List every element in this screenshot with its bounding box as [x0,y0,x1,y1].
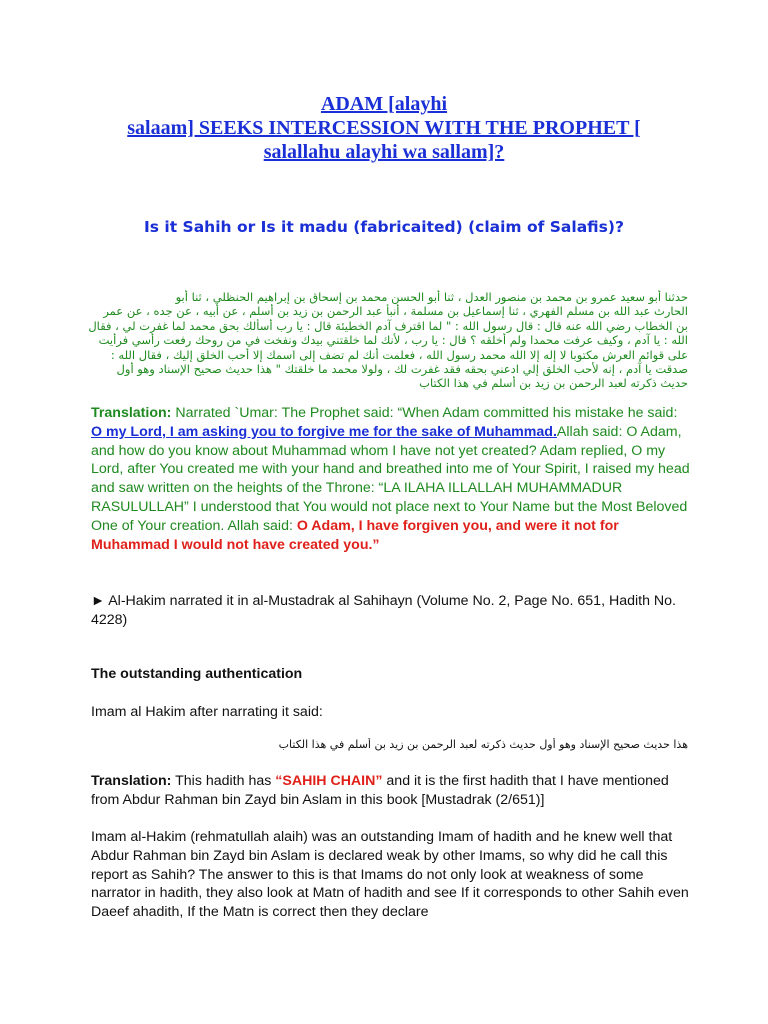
forgive-me-link[interactable]: O my Lord, I am asking you to forgive me for the sake of Muhammad. [91,423,557,440]
arabic-line: بن الخطاب رضي الله عنه قال : قال رسول الله : " لما اقترف آدم الخطيئة قال : يا رب أسألك بحق محمد لما غفرت لي ، فقال [88,318,688,333]
arabic-line: حديث ذكرته لعبد الرحمن بن زيد بن أسلم في هذا الكتاب [419,376,688,391]
page-subtitle: Is it Sahih or Is it madu (fabricaited) (claim of Salafis)? [144,218,624,236]
translation2-paragraph [91,772,691,810]
section-heading: The outstanding authentication [91,666,303,682]
arabic-quote [84,738,688,752]
imam-intro: Imam al Hakim after narrating it said: [91,704,323,720]
page-title [60,92,708,164]
arabic-hadith-text [84,290,688,391]
translation2-before: This hadith has [171,773,276,789]
title-line-1: ADAM [alayhi [320,93,448,115]
closing-paragraph: Imam al-Hakim (rehmatullah alaih) was an outstanding Imam of hadith and he knew well that Abdur Rahman bin Zayd bin Aslam is declared weak by other Imams, so why did he call this report as Sahih? The answer to this is that Imams do not only look at weakness of some narrator in hadith, they also look at Matn of hadith and see If it corresponds to other Sahih even Daeef ahadith, If the Matn is correct then they declare [91,829,689,921]
sahih-chain-highlight: “SAHIH CHAIN” [275,773,383,789]
arabic-line: على قوائم العرش مكتوبا لا إله إلا الله محمد رسول الله ، فعلمت أنك لم تضف إلى اسمك إلا أحب الخلق إليك ، فقال الله : [110,347,688,362]
translation-intro: Narrated `Umar: The Prophet said: “When Adam committed his mistake he said: [171,405,678,421]
arabic-line: صدقت يا آدم ، إنه لأحب الخلق إلي ادعني بحقه فقد غفرت لك ، ولولا محمد ما خلقتك " هذا حديث صحيح الإسناد وهو أول [116,362,688,377]
source-note: ► Al-Hakim narrated it in al-Mustadrak al Sahihayn (Volume No. 2, Page No. 651, Hadith No. 4228) [91,593,676,628]
translation-paragraph [91,404,691,554]
title-line-2: salaam] SEEKS INTERCESSION WITH THE PROPHET [ [127,117,641,139]
title-line-3: salallahu alayhi wa sallam]? [263,141,505,163]
translation-label: Translation: [91,405,172,421]
arabic-quote-line: هذا حديث صحيح الإسناد وهو أول حديث ذكرته لعبد الرحمن بن زيد بن أسلم في هذا الكتاب [278,738,688,751]
arabic-line: حدثنا أبو سعيد عمرو بن محمد بن منصور العدل ، ثنا أبو الحسن محمد بن إسحاق بن إبراهيم الحنظلي ، ثنا أبو [175,290,688,304]
arabic-line: الحارث عبد الله بن مسلم الفهري ، ثنا إسماعيل بن مسلمة ، أنبأ عبد الرحمن بن زيد بن أسلم ، عن أبيه ، عن جده ، عن عمر [103,304,688,319]
translation2-after: and it is the first hadith that I have mentioned from Abdur Rahman bin Zayd bin Aslam in this book [Mustadrak (2/651)] [91,773,669,808]
translation-red-quote: O Adam, I have forgiven you, and were it not for Muhammad I would not have created you.” [91,517,619,553]
translation-middle: Allah said: O Adam, and how do you know about Muhammad whom I have not yet created? Adam replied, O my Lord, after You created me with your hand and breathed into me of Your Spirit, I raised my head and saw written on the heights of the Throne: “LA ILAHA ILLALLAH MUHAMMADUR RASULULLAH” I understood that You would not place next to Your Name but the Most Beloved One of Your creation. Allah said: [91,423,690,534]
arabic-line: الله : يا آدم ، وكيف عرفت محمدا ولم أخلقه ؟ قال : يا رب ، لأنك لما خلقتني بيدك ونفخت في من روحك رفعت رأسي فرأيت [98,333,688,348]
translation2-label: Translation: [91,773,172,789]
